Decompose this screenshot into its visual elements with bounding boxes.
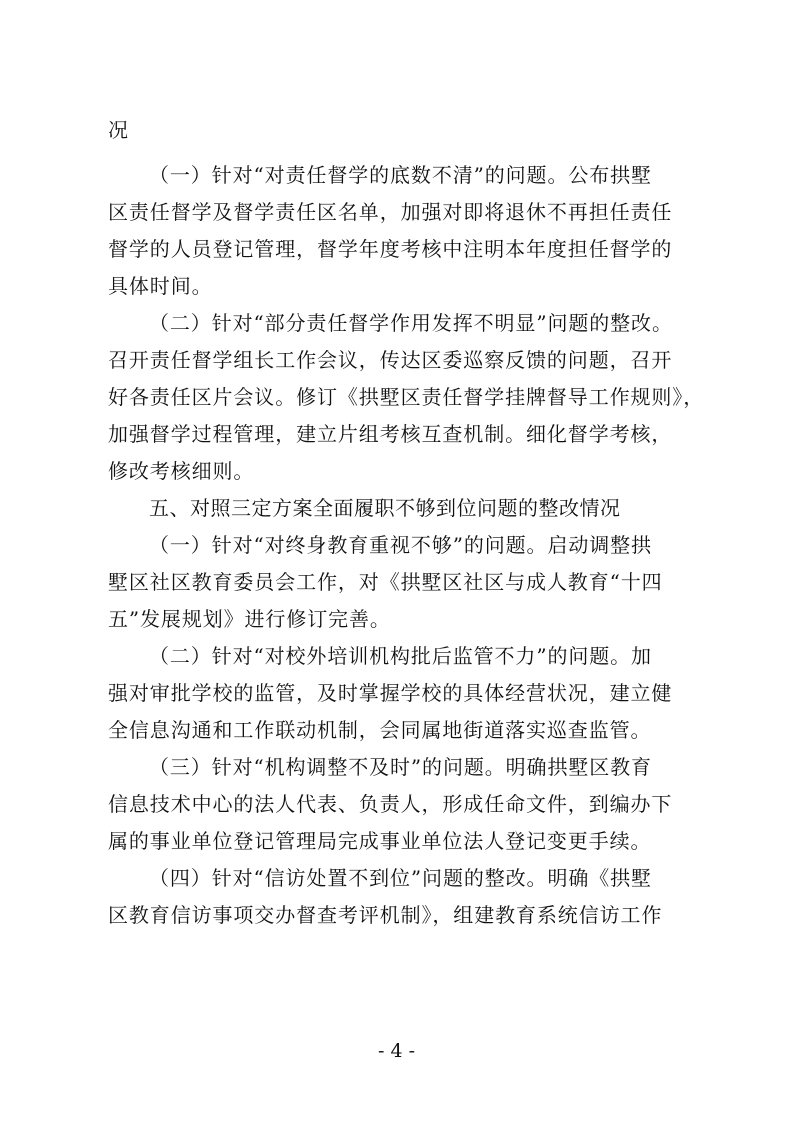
paragraph-line: 墅区社区教育委员会工作，对《拱墅区社区与成人教育“十四 <box>108 570 663 594</box>
paragraph-line: 五”发展规划》进行修订完善。 <box>108 607 391 631</box>
page-number: - 4 - <box>377 1040 415 1062</box>
paragraph-line: 具体时间。 <box>108 274 213 298</box>
paragraph-line: 督学的人员登记管理，督学年度考核中注明本年度担任督学的 <box>108 237 673 261</box>
paragraph-line: 况 <box>108 118 129 142</box>
paragraph-line: 好各责任区片会议。修订《拱墅区责任督学挂牌督导工作规则》， <box>108 385 705 409</box>
paragraph-line: 区教育信访事项交办督查考评机制》，组建教育系统信访工作 <box>108 903 663 927</box>
paragraph-line: 加强督学过程管理，建立片组考核互查机制。细化督学考核， <box>108 422 673 446</box>
section-heading: 五、对照三定方案全面履职不够到位问题的整改情况 <box>149 496 621 520</box>
paragraph-line: 召开责任督学组长工作会议，传达区委巡察反馈的问题，召开 <box>108 348 673 372</box>
paragraph-line: 修改考核细则。 <box>108 459 255 483</box>
paragraph-line: （一）针对“对责任督学的底数不清”的问题。公布拱墅 <box>149 163 652 187</box>
paragraph-line: 区责任督学及督学责任区名单，加强对即将退休不再担任责任 <box>108 200 673 224</box>
paragraph-line: （三）针对“机构调整不及时”的问题。明确拱墅区教育 <box>149 755 652 779</box>
document-body <box>108 112 705 934</box>
paragraph-line: （二）针对“部分责任督学作用发挥不明显”问题的整改。 <box>149 311 673 335</box>
paragraph-line: （四）针对“信访处置不到位”问题的整改。明确《拱墅 <box>149 866 652 890</box>
paragraph-line: 属的事业单位登记管理局完成事业单位法人登记变更手续。 <box>108 829 652 853</box>
paragraph-line: 强对审批学校的监管，及时掌握学校的具体经营状况，建立健 <box>108 681 673 705</box>
paragraph-line: 信息技术中心的法人代表、负责人，形成任命文件，到编办下 <box>108 792 673 816</box>
paragraph-line: 全信息沟通和工作联动机制，会同属地街道落实巡查监管。 <box>108 718 652 742</box>
paragraph-line: （一）针对“对终身教育重视不够”的问题。启动调整拱 <box>149 533 652 557</box>
paragraph-line: （二）针对“对校外培训机构批后监管不力”的问题。加 <box>149 644 652 668</box>
